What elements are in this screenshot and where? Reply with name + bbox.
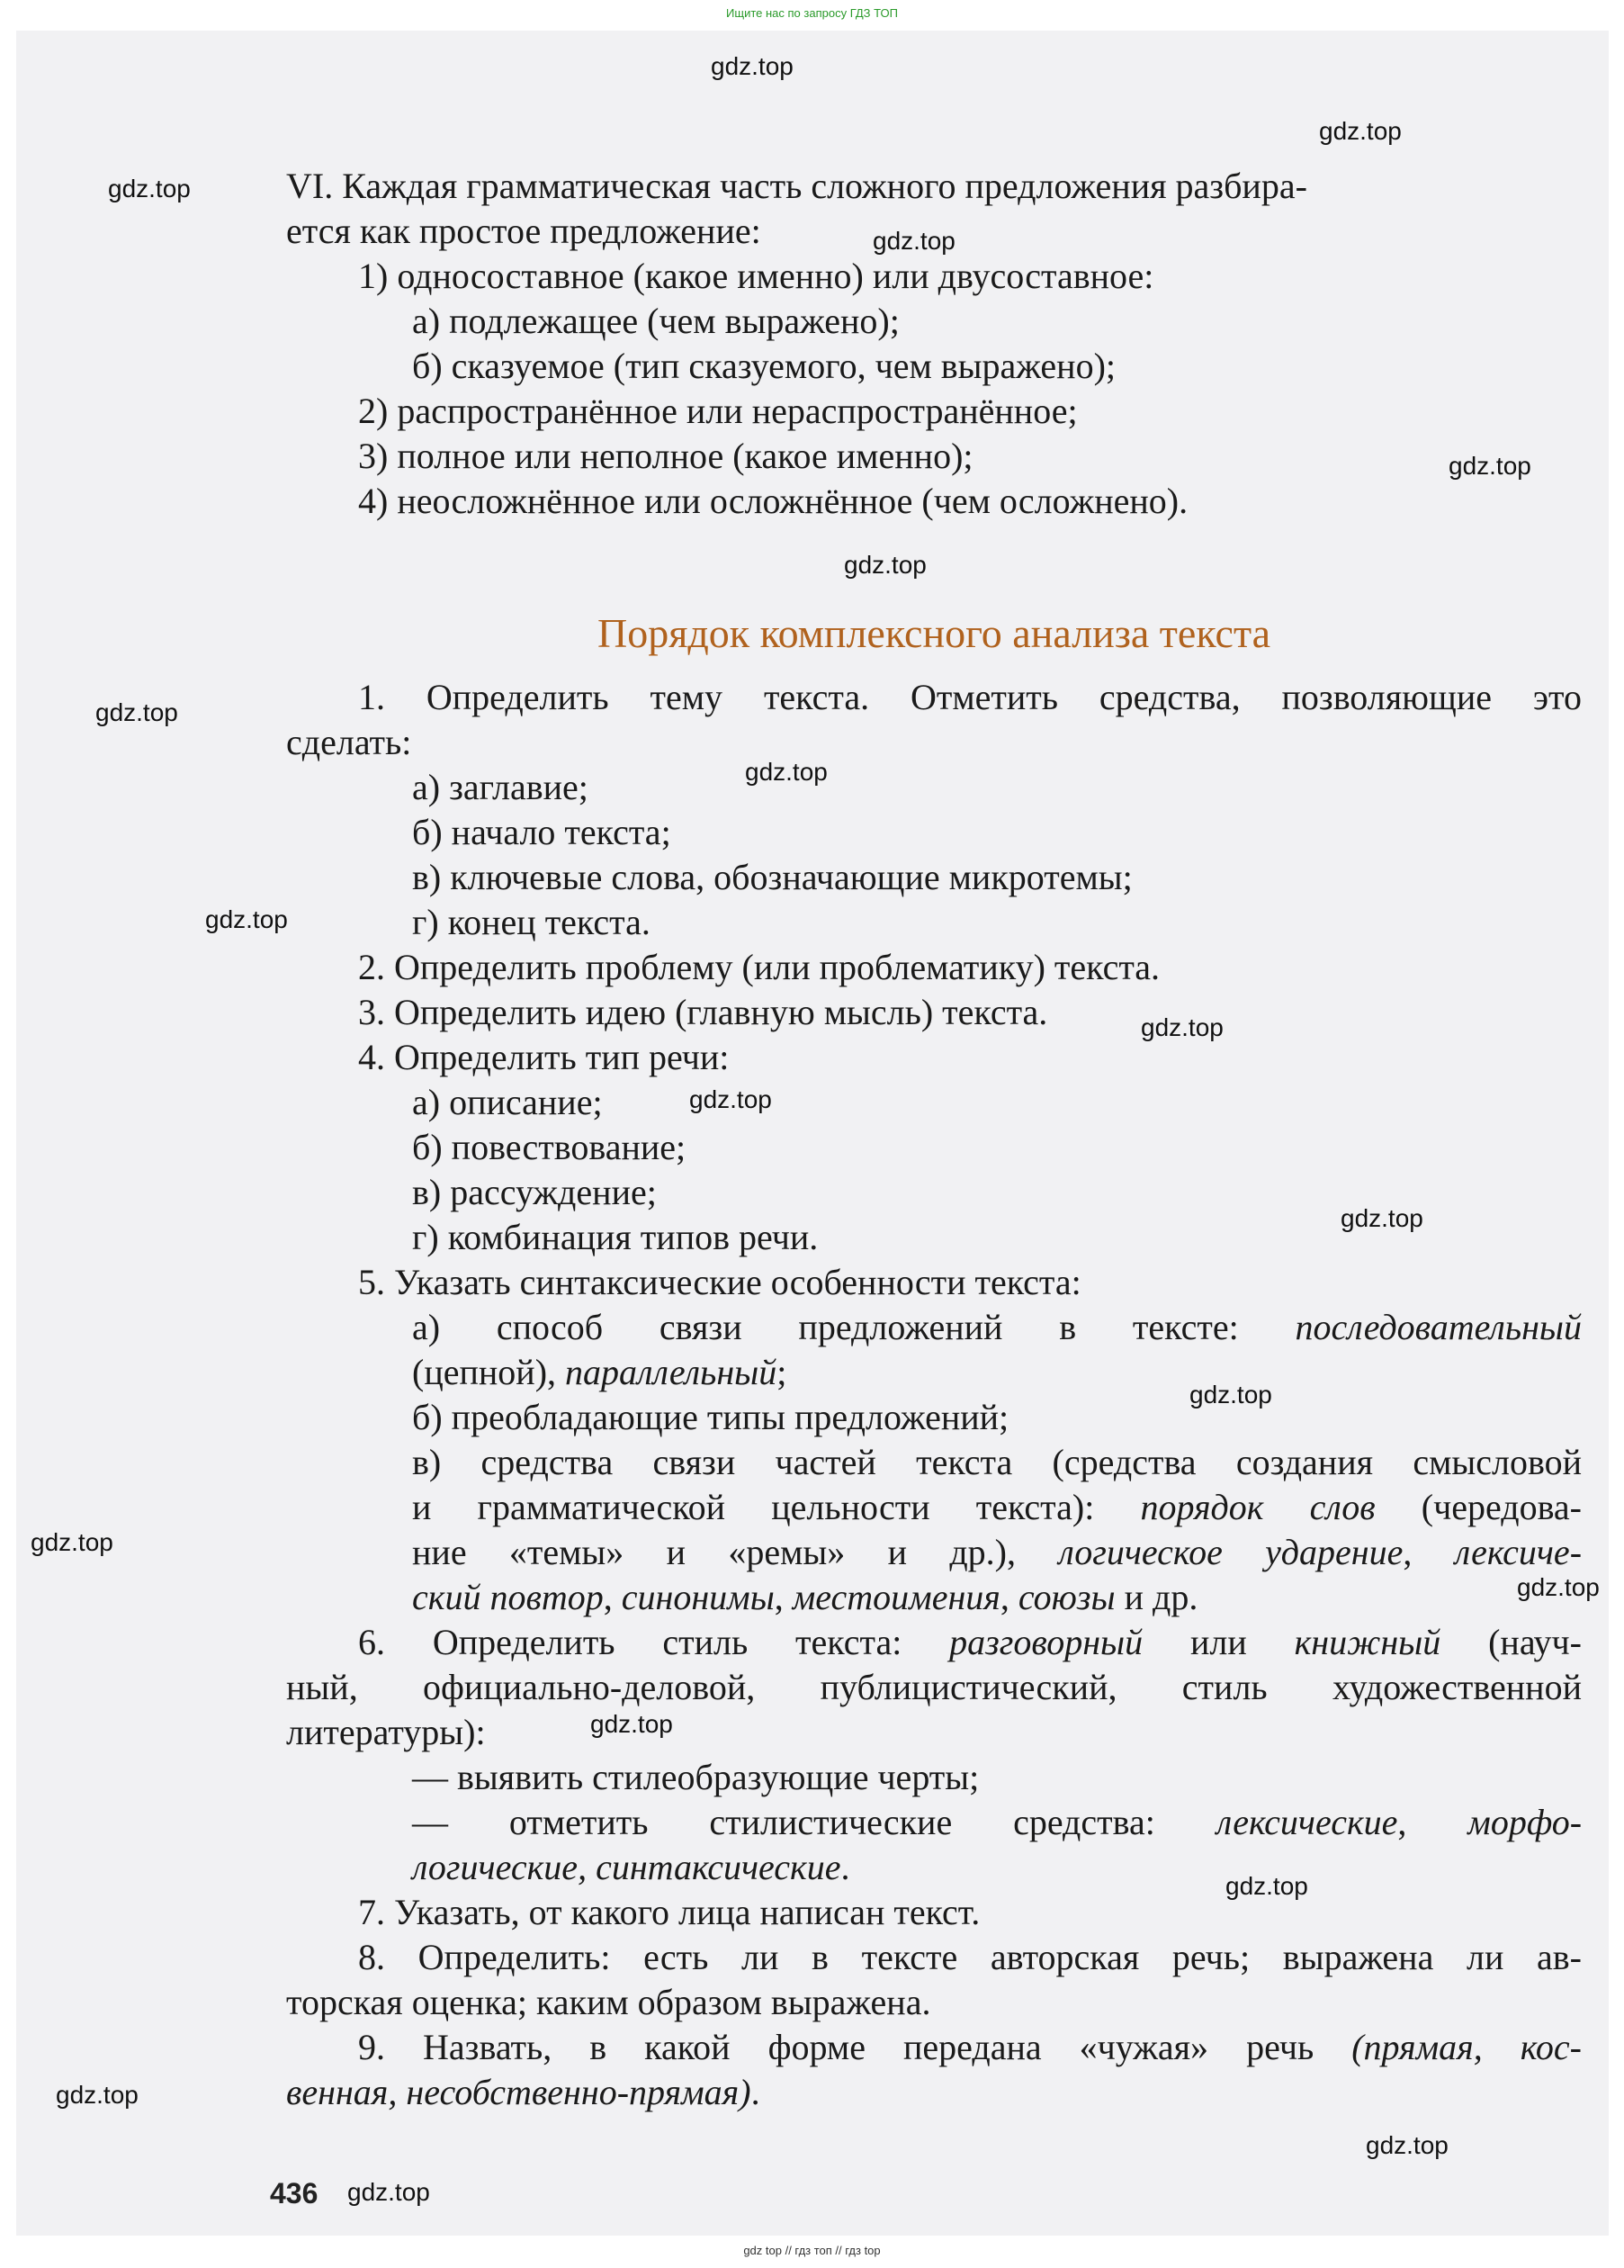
item-5-c-line-4: ский повтор, синонимы, местоимения, союзы и др.: [412, 1577, 1198, 1617]
watermark: gdz.top: [1366, 2131, 1449, 2159]
watermark: gdz.top: [205, 905, 288, 933]
item-4-a: а) описание;: [412, 1082, 603, 1122]
item-4-c: в) рассуждение;: [412, 1172, 657, 1212]
watermark: gdz.top: [1517, 1573, 1600, 1601]
watermark: gdz.top: [1319, 117, 1402, 145]
section-vi-line-8: 4) неосложнённое или осложнённое (чем осложнено).: [358, 481, 1189, 521]
item-6-line-1: 6. Определить стиль текста: разговорный или книжный (науч-: [358, 1622, 1582, 1662]
watermark: gdz.top: [347, 2178, 430, 2206]
item-5-c-line-3: ние «темы» и «ремы» и др.), логическое ударение, лексиче-: [412, 1532, 1583, 1572]
watermark: gdz.top: [844, 551, 927, 579]
item-5-c-line-2: и грамматической цельности текста): порядок слов (чередова-: [412, 1487, 1583, 1527]
item-1-d: г) конец текста.: [412, 902, 650, 942]
watermark: gdz.top: [873, 227, 956, 255]
watermark: gdz.top: [1141, 1013, 1224, 1041]
watermark: gdz.top: [31, 1528, 113, 1556]
section-vi-line-5: б) сказуемое (тип сказуемого, чем выражено);: [412, 346, 1117, 386]
item-1-c: в) ключевые слова, обозначающие микротемы;: [412, 857, 1133, 897]
bottom-banner: gdz top // гдз топ // гдз top: [743, 2244, 881, 2257]
watermark: gdz.top: [1449, 452, 1531, 480]
watermark: gdz.top: [1225, 1872, 1308, 1900]
item-1-a: а) заглавие;: [412, 767, 588, 807]
watermark: gdz.top: [1189, 1381, 1272, 1408]
item-7: 7. Указать, от какого лица написан текст.: [358, 1892, 981, 1932]
section-vi-line-4: а) подлежащее (чем выражено);: [412, 301, 900, 341]
item-9-line-1: 9. Назвать, в какой форме передана «чужая» речь (прямая, кос-: [358, 2027, 1582, 2067]
item-5-c-line-1: в) средства связи частей текста (средства создания смысловой: [412, 1442, 1582, 1482]
watermark: gdz.top: [590, 1710, 673, 1738]
section-vi-line-3: 1) односоставное (какое именно) или двусоставное:: [358, 256, 1154, 296]
item-3: 3. Определить идею (главную мысль) текста.: [358, 992, 1048, 1032]
watermark: gdz.top: [95, 698, 178, 726]
watermark: gdz.top: [711, 52, 794, 80]
item-1-b: б) начало текста;: [412, 812, 671, 852]
section-vi-line-6: 2) распространённое или нераспространённое;: [358, 391, 1078, 431]
item-2: 2. Определить проблему (или проблематику) текста.: [358, 947, 1161, 987]
item-4: 4. Определить тип речи:: [358, 1037, 730, 1077]
item-8-line-1: 8. Определить: есть ли в тексте авторская речь; выражена ли ав-: [358, 1937, 1582, 1977]
item-8-line-2: торская оценка; каким образом выражена.: [286, 1982, 931, 2022]
section-vi-line-7: 3) полное или неполное (какое именно);: [358, 436, 974, 476]
section-vi-line-2: ется как простое предложение:: [286, 211, 761, 251]
section-heading: Порядок комплексного анализа текста: [597, 610, 1271, 656]
item-6-line-3: литературы):: [286, 1712, 486, 1752]
watermark: gdz.top: [689, 1085, 772, 1113]
item-1-line-1: 1. Определить тему текста. Отметить средства, позволяющие это: [358, 677, 1582, 717]
page-number: 436: [270, 2177, 319, 2210]
watermark: gdz.top: [108, 175, 191, 202]
item-5-a-line-2: (цепной), параллельный;: [412, 1352, 787, 1392]
watermark: gdz.top: [745, 758, 828, 786]
item-5-a-line-1: а) способ связи предложений в тексте: последовательный: [412, 1307, 1582, 1347]
section-vi-line-1: VI. Каждая грамматическая часть сложного предложения разбира-: [286, 166, 1307, 206]
item-4-b: б) повествование;: [412, 1127, 686, 1167]
item-6-dash-2-cont: логические, синтаксические.: [412, 1847, 850, 1887]
item-5-b: б) преобладающие типы предложений;: [412, 1397, 1009, 1437]
item-6-dash-1: — выявить стилеобразующие черты;: [412, 1757, 980, 1797]
watermark: gdz.top: [56, 2081, 139, 2109]
watermark: gdz.top: [1341, 1204, 1423, 1232]
item-4-d: г) комбинация типов речи.: [412, 1217, 819, 1257]
item-1-line-2: сделать:: [286, 722, 412, 762]
item-5: 5. Указать синтаксические особенности текста:: [358, 1262, 1081, 1302]
top-banner: Ищите нас по запросу ГДЗ ТОП: [726, 6, 898, 20]
item-9-line-2: венная, несобственно-прямая).: [286, 2072, 760, 2112]
textbook-page: [16, 31, 1609, 2236]
item-6-line-2: ный, официально-деловой, публицистический, стиль художественной: [286, 1667, 1582, 1707]
item-6-dash-2: — отметить стилистические средства: лексические, морфо-: [412, 1802, 1583, 1842]
